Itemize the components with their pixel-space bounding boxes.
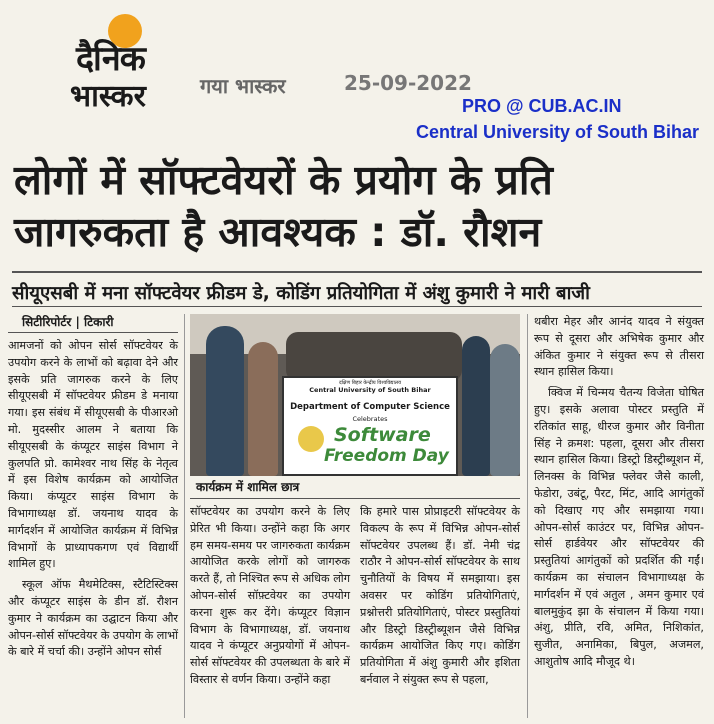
logo-dainik: दैनिक xyxy=(76,39,145,79)
divider xyxy=(12,271,702,273)
column-2 xyxy=(190,504,350,689)
paragraph: आमजनों को ओपन सोर्स सॉफ्टवेयर के उपयोग करने के लाभों को बढ़ावा देने और इसके प्रति जागरुक करने के लिए सीयूएसबी में सॉफ्टवेयर फ्रीडम डे मनाया गया। इस संबंध में सीयूएसबी के पीआरओ मो. मुदस्सीर आलम ने बताया कि सीयूएसबी के कंप्यूटर साइंस विभाग ने कुलपति प्रो. कामेश्वर नाथ सिंह के नेतृत्व में इस विशेष कार्यक्रम को आयोजित किया। कंप्यूटर साइंस विभाग के विभागाध्यक्ष डॉ. जयनाथ यादव के मार्गदर्शन में आयोजित कार्यक्रम में विभिन्न विभागों के प्राध्यापकगण एवं विद्यार्थी शामिल हुए। xyxy=(8,339,178,571)
sun-icon xyxy=(298,426,324,452)
event-banner xyxy=(282,376,458,476)
edition-name: गया भास्कर xyxy=(200,74,286,98)
column-4 xyxy=(534,314,704,671)
banner-text: दक्षिण बिहार केन्द्रीय विश्वविद्यालय xyxy=(338,380,402,386)
column-divider xyxy=(184,314,185,718)
banner-text: Celebrates xyxy=(352,415,388,423)
column-1 xyxy=(8,338,178,661)
headline-line2: जागरुकता है आवश्यक : डॉ. रौशन xyxy=(14,208,542,256)
logo-bhaskar: भास्कर xyxy=(70,79,146,114)
paragraph: थबीरा मेहर और आनंद यादव ने संयुक्त रूप से दूसरा और अभिषेक कुमार और अंकित कुमार ने संयुक्त रूप से तीसरा स्थान हासिल किया। xyxy=(534,315,704,379)
publication-date: 25-09-2022 xyxy=(344,71,472,95)
news-photo xyxy=(190,314,520,476)
photo-caption: कार्यक्रम में शामिल छात्र xyxy=(196,480,300,494)
paragraph: सॉफ्टवेयर का उपयोग करने के लिए प्रेरित भी किया। उन्होंने कहा कि अगर हम समय-समय पर जागरुकता कार्यक्रम आयोजित करके लोगों को जागरुक करते हैं, तो निश्चित रूप से अधिक लोग ओपन-सोर्स सॉफ़्टवेयर का उपयोग करना शुरू कर देंगे। कंप्यूटर विज्ञान विभाग के विभागाध्यक्ष, डॉ. जयनाथ यादव ने कंप्यूटर अनुप्रयोगों में ओपन-सोर्स सॉफ्टवेयर की उपलब्धता के बारे में विस्तार से वर्णन किया। उन्होंने कहा xyxy=(190,505,350,686)
column-divider xyxy=(527,314,528,718)
banner-text: Software xyxy=(334,424,431,446)
paragraph: क्विज में चिन्मय चैतन्य विजेता घोषित हुए। इसके अलावा पोस्टर प्रस्तुति में रतिकांत साहू, धीरज कुमार और विनीता सिंह ने क्रमश: पहला, दूसरा और तीसरा स्थान हासिल किया। डिस्ट्रो डिस्ट्रीब्यूशन में, लिनक्स के विभिन्न फ्लेवर जैसे काली, फेडोरा, उबंटू, पैरट, मिंट, आदि आगंतुकों को दिखाए गए और समझाया गया। ओपन-सोर्स काउंटर पर, विभिन्न ओपन-सोर्स हार्डवेयर और सॉफ्टवेयर की प्रस्तुतियां आगंतुकों को प्रदर्शित की गईं। कार्यक्रम का संचालन विभागाध्यक्ष के मार्गदर्शन में एवं अतुल , अमन कुमार एवं बालमुकुंद झा के संचालन में किया गया। अंशु, प्रीति, रवि, अमित, निशिकांत, सुजीत, अनामिका, बिपुल, अजमल, आशुतोष आदि मौजूद थे। xyxy=(534,386,704,668)
banner-text: Central University of South Bihar xyxy=(309,386,431,394)
banner-text: Freedom Day xyxy=(324,446,449,466)
divider xyxy=(8,332,178,333)
university-stamp: Central University of South Bihar xyxy=(416,122,700,142)
column-3 xyxy=(360,504,520,689)
paragraph: स्कूल ऑफ मैथमेटिक्स, स्टैटिस्टिक्स और कंप्यूटर साइंस के डीन डॉ. रौशन कुमार ने कार्यक्रम का उद्घाटन किया और ओपन-सोर्स सॉफ्टवेयर के उपयोग के लाभों के बारे में चर्चा की। उन्होंने ओपन सोर्स xyxy=(8,578,178,659)
divider xyxy=(190,498,520,499)
divider xyxy=(12,306,702,307)
headline-line1: लोगों में सॉफ्टवेयरों के प्रयोग के प्रति xyxy=(14,156,553,204)
paragraph: कि हमारे पास प्रोप्राइटरी सॉफ्टवेयर के विकल्प के रूप में विभिन्न ओपन-सोर्स सॉफ्टवेयर उपलब्ध हैं। डॉ. नेमी चंद्र राठौर ने ओपन-सोर्स सॉफ्टवेयर के साथ चुनौतियों के विषय में समझाया। इस अवसर पर कोडिंग प्रतियोगिताएं, प्रश्नोत्तरी प्रतियोगिताएं, पोस्टर प्रस्तुतियां और डिस्ट्रो डिस्ट्रीब्यूशन जैसे विभिन्न कार्यक्रम आयोजित किए गए। कोडिंग प्रतियोगिता में अंशु कुमारी और इशिता बर्नवाल ने संयुक्त रूप से पहला, xyxy=(360,505,520,686)
byline: सिटीरिपोर्टर | टिकारी xyxy=(22,315,114,329)
banner-text: Department of Computer Science xyxy=(290,402,450,412)
subheadline: सीयूएसबी में मना सॉफ्टवेयर फ्रीडम डे, कोडिंग प्रतियोगिता में अंशु कुमारी ने मारी बाजी xyxy=(12,283,590,304)
pro-stamp: PRO @ CUB.AC.IN xyxy=(462,96,622,116)
